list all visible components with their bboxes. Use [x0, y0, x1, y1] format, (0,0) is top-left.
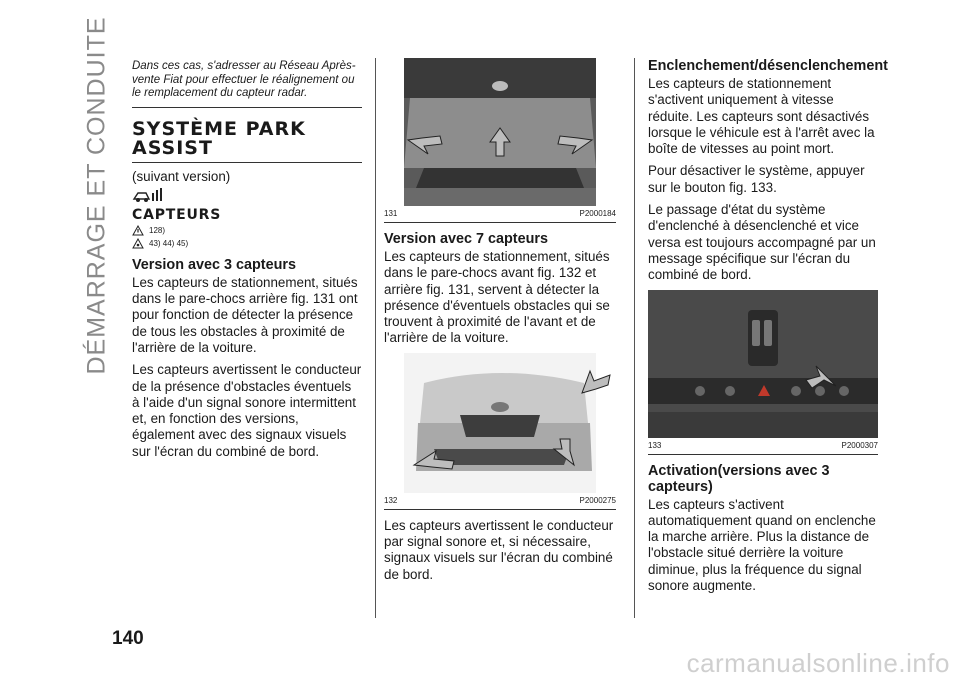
- figure-code: P2000307: [841, 440, 878, 450]
- chapter-title-text: DÉMARRAGE ET CONDUITE: [82, 15, 111, 375]
- warning-ref: 128): [149, 225, 166, 235]
- paragraph: Les capteurs s'activent automatiquement quand on enclenche la marche arrière. Plus la distance de l'obstacle situé derrière la voiture diminue, plus la fréquence du signal sonore augmente.: [648, 496, 876, 594]
- column-1: [132, 58, 362, 466]
- equipment-icon-row: [132, 187, 362, 203]
- section-title: [132, 117, 362, 159]
- watermark: carmanualsonline.info: [686, 648, 950, 678]
- heading-activation: Activation(versions avec 3 capteurs): [648, 462, 830, 495]
- paragraph: Les capteurs de stationnement, situés dans le pare-chocs arrière fig. 131 ont pour fonction de détecter la présence de tous les obstacles à proximité de l'arrière de la voiture.: [132, 274, 358, 355]
- chapter-side-title: [76, 15, 118, 375]
- column-divider: [634, 58, 635, 618]
- figure-number: 133: [648, 440, 662, 450]
- front-bumper-photo: [384, 353, 616, 493]
- rear-bumper-photo: [384, 58, 616, 206]
- dashboard-button-photo: [648, 290, 878, 438]
- figure-caption: [648, 438, 878, 454]
- caution-ref-row: [132, 238, 362, 249]
- section-title-line1: SYSTÈME PARK: [132, 117, 306, 140]
- figure-caption: [384, 206, 616, 222]
- page-number: 140: [112, 628, 144, 649]
- paragraph: Pour désactiver le système, appuyer sur le bouton fig. 133.: [648, 163, 865, 195]
- figure-131: [384, 58, 616, 223]
- caution-icon: [132, 238, 144, 249]
- capteurs-title: CAPTEURS: [132, 206, 222, 223]
- figure-code: P2000184: [579, 209, 616, 218]
- figure-132: [384, 353, 616, 510]
- figure-code: P2000275: [579, 495, 616, 505]
- column-2: [384, 58, 616, 589]
- warning-hand-icon: [132, 225, 144, 236]
- figure-number: 132: [384, 495, 398, 505]
- note-box: Dans ces cas, s'adresser au Réseau Après-vente Fiat pour effectuer le réalignement ou le remplacement du capteur radar.: [132, 58, 362, 108]
- car-sensor-icon: [132, 187, 162, 203]
- section-title-line2: ASSIST: [132, 136, 213, 159]
- title-rule: [132, 162, 362, 163]
- figure-caption: [384, 493, 616, 509]
- heading-enclenchement: Enclenchement/désenclenchement: [648, 58, 888, 74]
- heading-3-sensors: Version avec 3 capteurs: [132, 256, 296, 273]
- figure-133: [648, 290, 878, 455]
- column-3: [648, 58, 888, 600]
- heading-7-sensors: Version avec 7 capteurs: [384, 231, 548, 247]
- caution-ref: 43) 44) 45): [149, 238, 189, 248]
- column-divider: [375, 58, 376, 618]
- paragraph: Les capteurs avertissent le conducteur par signal sonore et, si nécessaire, signaux visuels sur l'écran du combiné de bord.: [384, 517, 614, 582]
- figure-number: 131: [384, 209, 398, 218]
- warning-ref-row: [132, 225, 362, 236]
- paragraph: Le passage d'état du système d'enclenché à désenclenché et vice versa est toujours accompagné par un message spécifique sur l'écran du combiné de bord.: [648, 202, 876, 283]
- paragraph: Les capteurs de stationnement s'activent uniquement à vitesse réduite. Les capteurs sont désactivés lorsque le véhicule est à l'arrêt avec la boîte de vitesses au point mort.: [648, 76, 875, 157]
- paragraph: Les capteurs avertissent le conducteur de la présence d'obstacles éventuels à l'aide d'un signal sonore intermittent et, en fonction des versions, également avec des signaux visuels sur l'écran du combiné de bord.: [132, 362, 362, 459]
- version-note: (suivant version): [132, 168, 231, 184]
- paragraph: Les capteurs de stationnement, situés dans le pare-chocs avant fig. 132 et arrière fig. 131, servent à détecter la présence d'éventuels obstacles qui se trouvent à proximité de l'avant et de l'arrière de la voiture.: [384, 249, 610, 346]
